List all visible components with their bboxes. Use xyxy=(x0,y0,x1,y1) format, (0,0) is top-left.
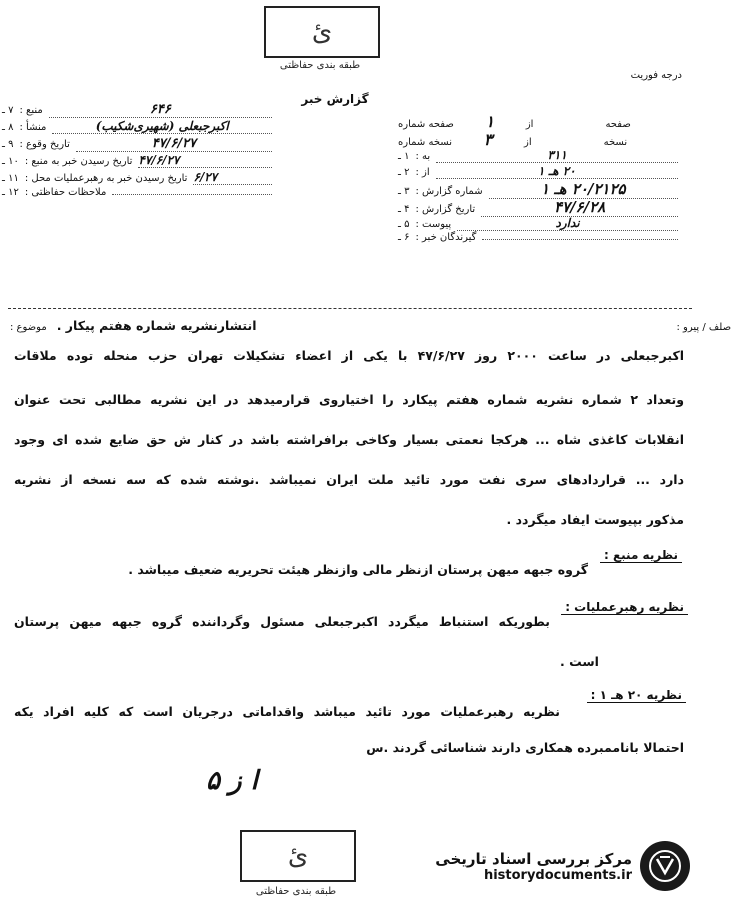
bottom-classification-stamp: ئ xyxy=(240,830,356,882)
field-source-received-date: ۱۰ ـ تاریخ رسیدن خبر به منبع : ۴۷/۶/۲۷ xyxy=(2,153,272,170)
right-fields xyxy=(398,112,678,248)
watermark-url: historydocuments.ir xyxy=(483,867,632,883)
unit-opinion-text: نظریه رهبرعملیات مورد تائید میباشد واقداماتی درجریان است که کلیه افراد یکه xyxy=(14,704,560,719)
reference-label: صلف / پیرو : xyxy=(676,322,731,333)
source-opinion-label: نظریه منبع : xyxy=(600,548,682,562)
handwritten-code: ا ز ۵ xyxy=(206,766,258,796)
watermark xyxy=(426,838,690,894)
field-report-date: ۴ ـ تاریخ گزارش : ۴۷/۶/۲۸ xyxy=(398,198,678,216)
source-opinion-text: گروه جبهه میهن پرستان ازنظر مالی وازنظر هیئت تحریریه ضعیف میباشد . xyxy=(128,562,588,577)
body-line: اکبرجبعلی در ساعت ۲۰۰۰ روز ۴۷/۶/۲۷ با یکی از اعضاء تشکیلات تهران حزب منحله توده ملاقات xyxy=(14,348,685,363)
subject-label: موضوع : xyxy=(10,322,47,333)
top-classification-label: طبقه بندی حفاظتی xyxy=(279,60,361,71)
field-recipients: ۶ ـ گیرندگان خبر : xyxy=(398,232,678,248)
subject-row xyxy=(10,318,731,333)
archive-logo-icon xyxy=(640,841,690,891)
field-event-date: ۹ ـ تاریخ وقوع : ۴۷/۶/۲۷ xyxy=(2,136,272,153)
top-classification-stamp: ئ xyxy=(264,6,380,58)
report-title: گزارش خبر xyxy=(301,92,369,106)
field-attachment: ۵ ـ پیوست : ندارد xyxy=(398,216,678,232)
field-copy-number: نسخه شماره ۳ از نسخه xyxy=(398,130,628,149)
left-fields xyxy=(2,102,272,204)
ops-opinion-continued: است . xyxy=(560,654,599,669)
bottom-classification-label: طبقه بندی حفاظتی xyxy=(255,886,337,897)
field-security-notes: ۱۲ ـ ملاحظات حفاظتی : xyxy=(2,187,272,204)
report-body xyxy=(14,348,684,542)
priority-label: درجه فوریت xyxy=(630,70,682,81)
body-line: دارد ... قراردادهای سری نفت مورد تائید ملت ایران نمیباشد .نوشته شده که سه نسخه از نشریه xyxy=(14,472,684,487)
field-page-number: صفحه شماره ۱ از صفحه xyxy=(398,112,631,131)
watermark-title: مرکز بررسی اسناد تاریخی xyxy=(435,849,632,868)
body-line: انقلابات کاغذی شاه ... هرکجا نعمتی بسیار وکاخی برافراشته باشد در کنار ش حق ضایع شده ای وجود xyxy=(14,432,684,447)
unit-opinion-label: نظریه ۲۰ هـ ۱ : xyxy=(587,688,686,702)
header-divider xyxy=(8,308,692,309)
ops-opinion-text: بطوریکه استنباط میگردد اکبرجبعلی مسئول وگرداننده گروه جبهه میهن پرستان xyxy=(14,614,550,629)
body-line: مذکور بپیوست ایفاد میگردد . xyxy=(506,512,684,527)
ops-opinion-label: نظریه رهبرعملیات : xyxy=(561,600,688,614)
unit-opinion-continued: احتمالا باناممبرده همکاری دارند شناسائی گردند .س xyxy=(366,740,684,755)
field-origin: ۸ ـ منشأ : اکبرجبعلی (شهیری‌شکیب) xyxy=(2,119,272,136)
field-source: ۷ ـ منبع : ۶۴۶ xyxy=(2,102,272,119)
body-line: وتعداد ۲ شماره نشریه شماره هفتم پیکارد را اختیاروی قرارمیدهد در این نشریه مطالبی تحت عنوان xyxy=(14,392,685,407)
field-to: ۱ ـ به : ۳۱۱ xyxy=(398,148,678,164)
subject-value: انتشارنشریه شماره هفتم پیکار . xyxy=(56,318,257,333)
field-report-number: ۳ ـ شماره گزارش : ۲۰/۲۱۲۵ هـ ۱ xyxy=(398,180,678,198)
field-ops-received-date: ۱۱ ـ تاریخ رسیدن خبر به رهبرعملیات محل : ۶/۲۷ xyxy=(2,170,272,187)
field-from: ۲ ـ از : ۲۰ هـ ۱ xyxy=(398,164,678,180)
